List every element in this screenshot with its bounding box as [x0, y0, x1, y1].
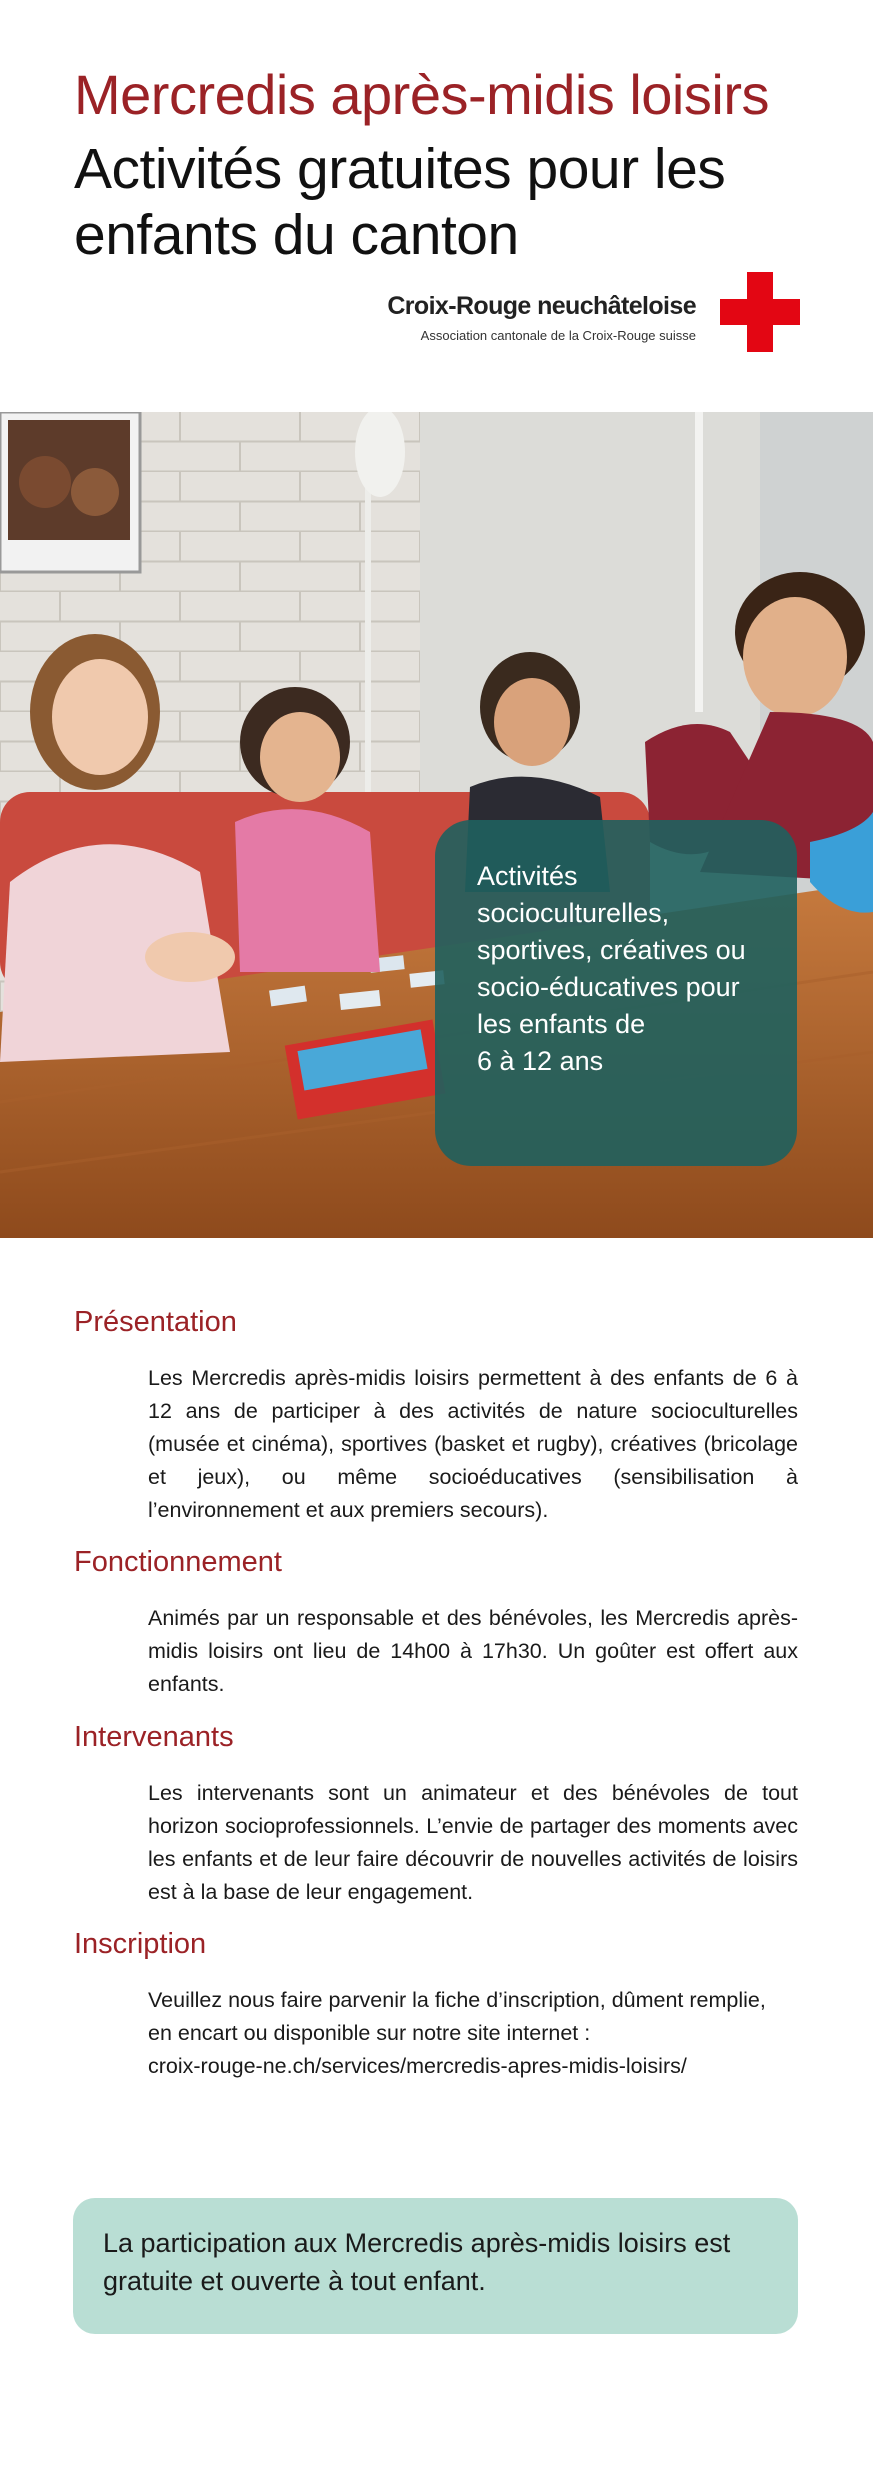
text-line: en encart ou disponible sur notre site internet : [148, 2021, 591, 2045]
paragraph: Les intervenants sont un animateur et des bénévoles de tout horizon socioprofessionnels. L’envie de partager des moments avec les enfants et de leur faire découvrir de nouvelles activités de loisirs est à la base de leur engagement. [148, 1781, 798, 1904]
section-body-inscription [148, 1984, 798, 2083]
website-link[interactable]: croix-rouge-ne.ch/services/mercredis-apres-midis-loisirs/ [148, 2054, 687, 2078]
section-heading-intervenants: Intervenants [74, 1721, 234, 1753]
free-participation-note [73, 2198, 798, 2334]
caption-line: socio-éducatives pour [477, 972, 740, 1002]
section-heading-presentation: Présentation [74, 1306, 237, 1338]
caption-line: socioculturelles, [477, 898, 670, 928]
logo-name: Croix-Rouge neuchâteloise [387, 292, 696, 320]
photo-caption-box [435, 820, 797, 1166]
section-heading-fonctionnement: Fonctionnement [74, 1546, 282, 1578]
caption-line: 6 à 12 ans [477, 1046, 604, 1076]
page-title: Mercredis après-midis loisirs [74, 63, 769, 126]
page-subtitle: Activités gratuites pour les enfants du canton [74, 137, 726, 267]
caption-line: sportives, créatives ou [477, 935, 746, 965]
caption-line: Activités [477, 861, 578, 891]
paragraph: Animés par un responsable et des bénévoles, les Mercredis après-midis loisirs ont lieu de 14h00 à 17h30. Un goûter est offert aux enfants. [148, 1606, 798, 1696]
section-body-presentation [148, 1362, 798, 1527]
logo-subtitle: Association cantonale de la Croix-Rouge suisse [420, 328, 696, 343]
section-heading-inscription: Inscription [74, 1928, 207, 1960]
paragraph: Les Mercredis après-midis loisirs permettent à des enfants de 6 à 12 ans de participer à des activités de nature socioculturelles (musée et cinéma), sportives (basket et rugby), créatives (bricolage et jeux), ou même socioéducatives (sensibilisation à l’environnement et aux premiers secours). [148, 1366, 798, 1522]
section-body-fonctionnement [148, 1602, 798, 1701]
red-cross-logo [387, 272, 800, 354]
note-text: La participation aux Mercredis après-midis loisirs est gratuite et ouverte à tout enfant. [103, 2228, 731, 2296]
caption-line: les enfants de [477, 1009, 646, 1039]
red-cross-icon [720, 272, 800, 352]
section-body-intervenants [148, 1777, 798, 1909]
text-line: Veuillez nous faire parvenir la fiche d’inscription, dûment remplie, [148, 1988, 766, 2012]
